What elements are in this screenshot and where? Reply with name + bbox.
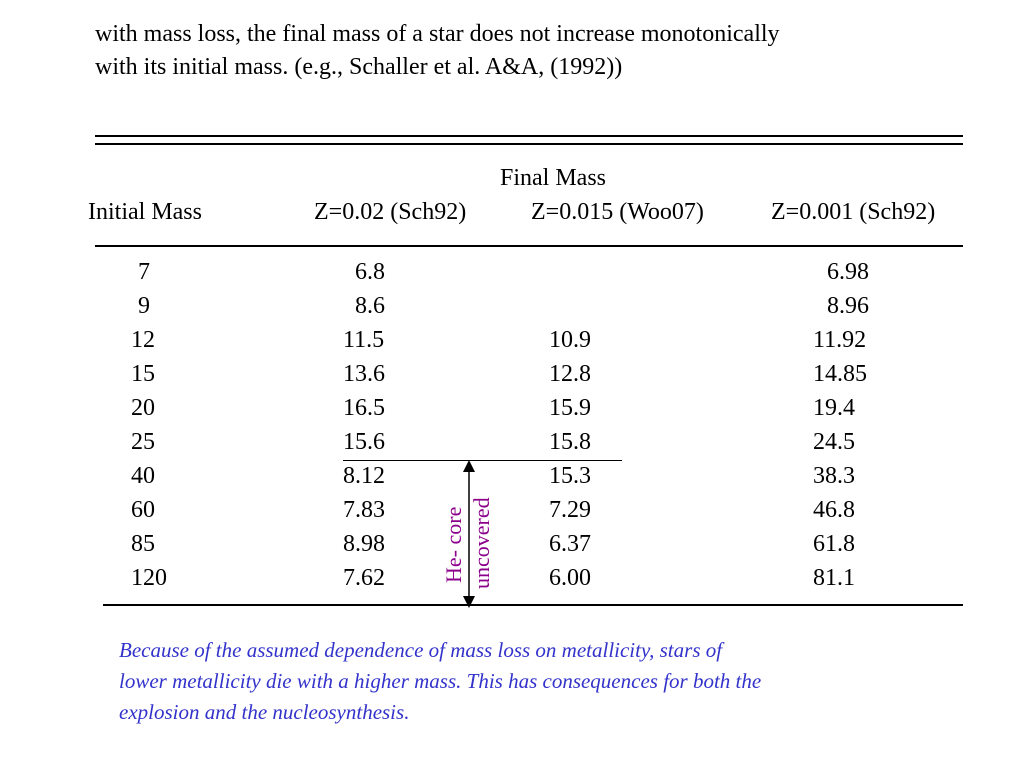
z0015-cell: 10.9 bbox=[549, 327, 591, 353]
initial-mass-cell: 85 bbox=[131, 531, 155, 557]
z002-cell: 7.62 bbox=[343, 565, 385, 591]
z0001-cell: 6.98 bbox=[827, 259, 869, 285]
z0001-cell: 46.8 bbox=[813, 497, 855, 523]
initial-mass-cell: 7 bbox=[138, 259, 150, 285]
note-line-3: explosion and the nucleosynthesis. bbox=[119, 700, 410, 724]
z0001-cell: 19.4 bbox=[813, 395, 855, 421]
uncovered-annotation bbox=[470, 497, 494, 589]
initial-mass-cell: 40 bbox=[131, 463, 155, 489]
z0015-cell: 15.8 bbox=[549, 429, 591, 455]
z0015-cell: 15.3 bbox=[549, 463, 591, 489]
header-z0015: Z=0.015 (Woo07) bbox=[531, 199, 704, 225]
intro-line-2: with its initial mass. (e.g., Schaller et al. A&A, (1992)) bbox=[95, 54, 623, 80]
z0001-cell: 81.1 bbox=[813, 565, 855, 591]
initial-mass-cell: 12 bbox=[131, 327, 155, 353]
header-z0001: Z=0.001 (Sch92) bbox=[771, 199, 936, 225]
z002-cell: 6.8 bbox=[355, 259, 385, 285]
z0015-cell: 6.00 bbox=[549, 565, 591, 591]
z002-cell: 11.5 bbox=[343, 327, 385, 353]
header-initial-mass: Initial Mass bbox=[88, 199, 202, 225]
initial-mass-cell: 120 bbox=[131, 565, 167, 591]
note-line-1: Because of the assumed dependence of mass loss on metallicity, stars of bbox=[119, 638, 723, 662]
initial-mass-cell: 20 bbox=[131, 395, 155, 421]
z002-cell: 8.6 bbox=[355, 293, 385, 319]
z0015-cell: 6.37 bbox=[549, 531, 591, 557]
z002-cell: 13.6 bbox=[343, 361, 385, 387]
intro-line-1: with mass loss, the final mass of a star does not increase monotonically bbox=[95, 21, 780, 47]
z0001-cell: 8.96 bbox=[827, 293, 869, 319]
z0015-cell: 15.9 bbox=[549, 395, 591, 421]
annotation-line-2: uncovered bbox=[469, 497, 494, 589]
initial-mass-cell: 25 bbox=[131, 429, 155, 455]
z002-cell: 7.83 bbox=[343, 497, 385, 523]
z0001-cell: 24.5 bbox=[813, 429, 855, 455]
initial-mass-cell: 60 bbox=[131, 497, 155, 523]
initial-mass-cell: 9 bbox=[138, 293, 150, 319]
z002-cell: 16.5 bbox=[343, 395, 385, 421]
final-mass-header: Final Mass bbox=[500, 165, 607, 191]
annotation-line-1: He- core bbox=[441, 506, 466, 583]
he-core-annotation bbox=[442, 507, 466, 583]
z0015-cell: 12.8 bbox=[549, 361, 591, 387]
z002-cell: 8.98 bbox=[343, 531, 385, 557]
z0001-cell: 61.8 bbox=[813, 531, 855, 557]
header-z002: Z=0.02 (Sch92) bbox=[314, 199, 467, 225]
note-text bbox=[119, 635, 919, 728]
z0015-cell: 7.29 bbox=[549, 497, 591, 523]
note-line-2: lower metallicity die with a higher mass. This has consequences for both the bbox=[119, 669, 762, 693]
z002-cell: 15.6 bbox=[343, 429, 385, 455]
z0001-cell: 14.85 bbox=[813, 361, 867, 387]
z0001-cell: 11.92 bbox=[813, 327, 867, 353]
initial-mass-cell: 15 bbox=[131, 361, 155, 387]
table-bottom-rule bbox=[103, 604, 963, 606]
z0001-cell: 38.3 bbox=[813, 463, 855, 489]
z002-cell: 8.12 bbox=[343, 463, 385, 489]
